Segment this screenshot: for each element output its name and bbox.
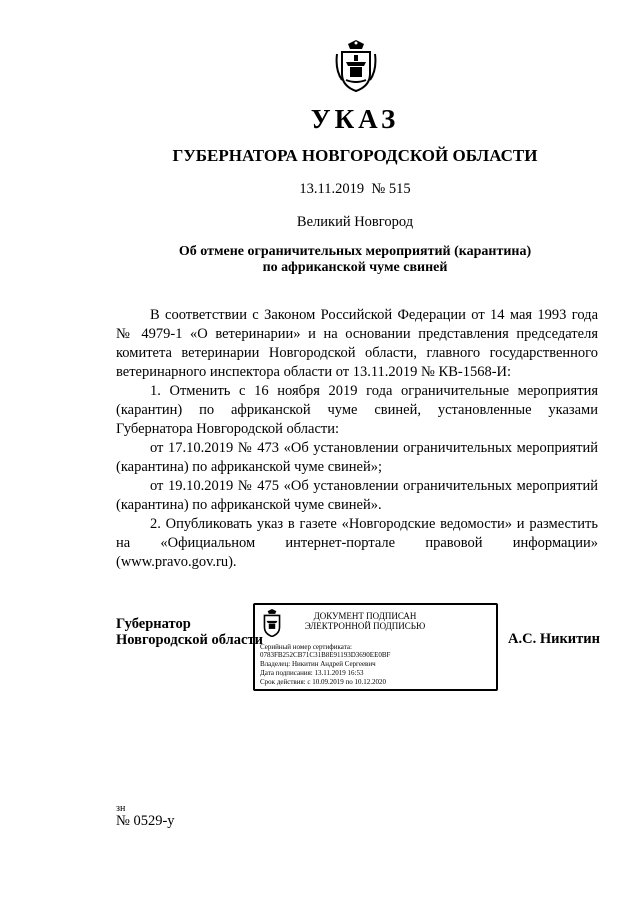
heading-line-2: по африканской чуме свиней	[262, 260, 448, 275]
paragraph-item-1: 1. Отменить с 16 ноября 2019 года ограничительные мероприятия (карантин) по африканской чуме свиней, установленные указами Губернатора Новгородской области:	[116, 383, 598, 437]
coat-of-arms-emblem	[334, 40, 378, 92]
paragraph-item-2: 2. Опубликовать указ в газете «Новгородские ведомости» и разместить на «Официальном интернет-портале правовой информации» (www.pravo.gov.ru).	[116, 516, 598, 570]
paragraph-decree-473: от 17.10.2019 № 473 «Об установлении ограничительных мероприятий (карантина) по африканской чуме свиней»;	[116, 440, 598, 475]
stamp-header-line-2: ЭЛЕКТРОННОЙ ПОДПИСЬЮ	[304, 621, 426, 631]
stamp-owner: Владелец: Никитин Андрей Сергеевич	[260, 660, 376, 668]
stamp-validity: Срок действия: с 10.09.2019 по 10.12.2020	[260, 678, 386, 686]
electronic-signature-stamp	[253, 603, 498, 691]
registry-code: зн	[116, 803, 126, 814]
decree-body	[116, 306, 598, 572]
role-line-2: Новгородской области	[116, 632, 263, 648]
document-type-title: УКАЗ	[310, 104, 400, 134]
signatory-name: А.С. Никитин	[508, 631, 600, 647]
stamp-signed-date: Дата подписания: 13.11.2019 16:53	[260, 669, 364, 677]
issuer-title: ГУБЕРНАТОРА НОВГОРОДСКОЙ ОБЛАСТИ	[172, 146, 538, 165]
stamp-emblem-icon	[260, 609, 284, 637]
paragraph-decree-475: от 19.10.2019 № 475 «Об установлении ограничительных мероприятий (карантина) по африканской чуме свиней».	[116, 478, 598, 513]
stamp-serial-label: Серийный номер сертификата:	[260, 643, 352, 651]
date-and-number: 13.11.2019 № 515	[299, 181, 411, 197]
registry-number: № 0529-у	[116, 813, 175, 829]
stamp-header	[295, 611, 435, 631]
stamp-header-line-1: ДОКУМЕНТ ПОДПИСАН	[313, 611, 417, 621]
role-line-1: Губернатор	[116, 616, 191, 632]
paragraph-preamble: В соответствии с Законом Российской Федерации от 14 мая 1993 года № 4979-1 «О ветеринарии» и на основании представления председателя комитета ветеринарии Новгородской области, главного государственного ветеринарного инспектора области от 13.11.2019 № КВ-1568-И:	[116, 307, 598, 380]
heading-line-1: Об отмене ограничительных мероприятий (карантина)	[178, 244, 532, 259]
city-name: Великий Новгород	[296, 214, 414, 230]
stamp-serial: 0783FB252CB71C31B8E91193D3690EE0BF	[260, 651, 391, 659]
signatory-role	[116, 616, 263, 648]
decree-heading	[0, 244, 640, 276]
